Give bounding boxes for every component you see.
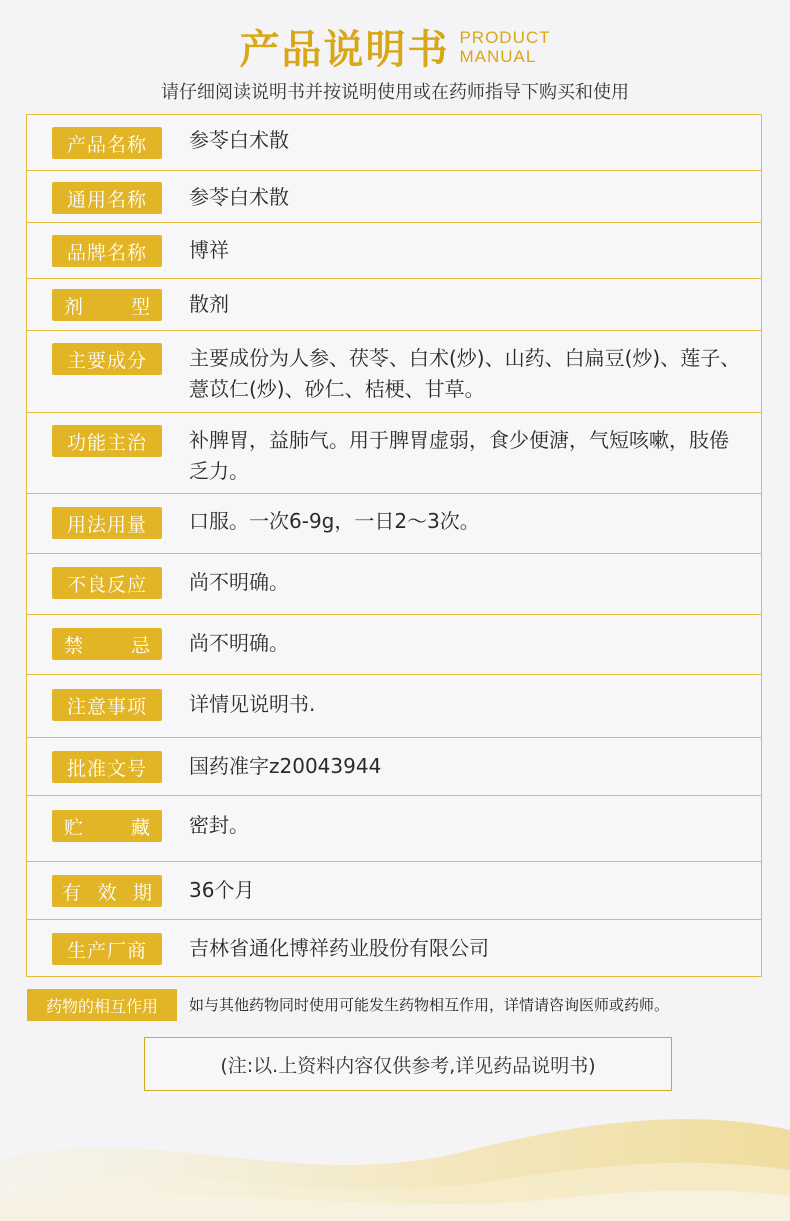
row-label [52,810,162,842]
table-row [27,279,761,331]
title-en-line1: PRODUCT [459,27,551,47]
table-row [27,494,761,554]
table-row [27,554,761,615]
row-label [52,628,162,660]
row-label: 注意事项 [52,689,162,721]
table-row [27,115,761,171]
table-row [27,920,761,978]
label-char: 期 [132,881,152,904]
row-value: 密封。 [189,813,249,837]
row-value: 尚不明确。 [189,570,289,594]
row-label: 生产厂商 [52,933,162,965]
title-en-line2: MANUAL [459,46,537,66]
page-title-english [459,28,550,66]
page-subtitle: 请仔细阅读说明书并按说明使用或在药师指导下购买和使用 [161,82,629,103]
row-value: 散剂 [189,292,229,316]
row-value: 补脾胃，益肺气。用于脾胃虚弱，食少便溏，气短咳嗽，肢倦乏力。 [189,428,729,483]
table-row [27,675,761,738]
label-char: 藏 [130,816,150,839]
row-value: 国药准字z20043944 [189,754,382,778]
row-label: 功能主治 [52,425,162,457]
row-label: 产品名称 [52,127,162,159]
page-header [0,18,790,75]
label-char: 型 [130,295,150,318]
row-value: 参苓白术散 [189,128,289,152]
row-value: 主要成份为人参、茯苓、白术(炒)、山药、白扁豆(炒)、莲子、薏苡仁(炒)、砂仁、桔梗、甘草。 [189,346,741,401]
row-label: 用法用量 [52,507,162,539]
table-row [27,331,761,413]
spec-table [26,114,762,977]
row-value: 吉林省通化博祥药业股份有限公司 [189,936,489,960]
label-char: 忌 [130,634,150,657]
table-row [27,796,761,862]
row-value: 详情见说明书. [189,692,316,716]
row-value: 博祥 [189,238,229,262]
table-row [27,223,761,279]
row-label [52,289,162,321]
row-label: 通用名称 [52,182,162,214]
table-row [27,738,761,796]
row-value: 口服。一次6-9g，一日2～3次。 [189,509,480,533]
table-row [27,413,761,494]
label-char: 禁 [64,634,84,657]
page-title: 产品说明书 [239,27,450,73]
row-value: 36个月 [189,878,255,902]
row-value: 参苓白术散 [189,185,289,209]
table-row [27,171,761,223]
label-char: 有 [62,881,82,904]
table-row [27,862,761,920]
row-label: 批准文号 [52,751,162,783]
interaction-label: 药物的相互作用 [27,989,177,1021]
disclaimer-note: (注:以.上资料内容仅供参考,详见药品说明书) [144,1037,672,1091]
row-value: 尚不明确。 [189,631,289,655]
interaction-text: 如与其他药物同时使用可能发生药物相互作用，详情请咨询医师或药师。 [189,996,670,1014]
drug-interaction-section [27,989,779,1021]
row-label [52,875,162,907]
row-label: 品牌名称 [52,235,162,267]
row-label: 不良反应 [52,567,162,599]
decorative-wave [0,1100,790,1221]
table-row [27,615,761,675]
label-char: 效 [97,881,117,904]
label-char: 剂 [64,295,84,318]
label-char: 贮 [64,816,84,839]
row-label: 主要成分 [52,343,162,375]
